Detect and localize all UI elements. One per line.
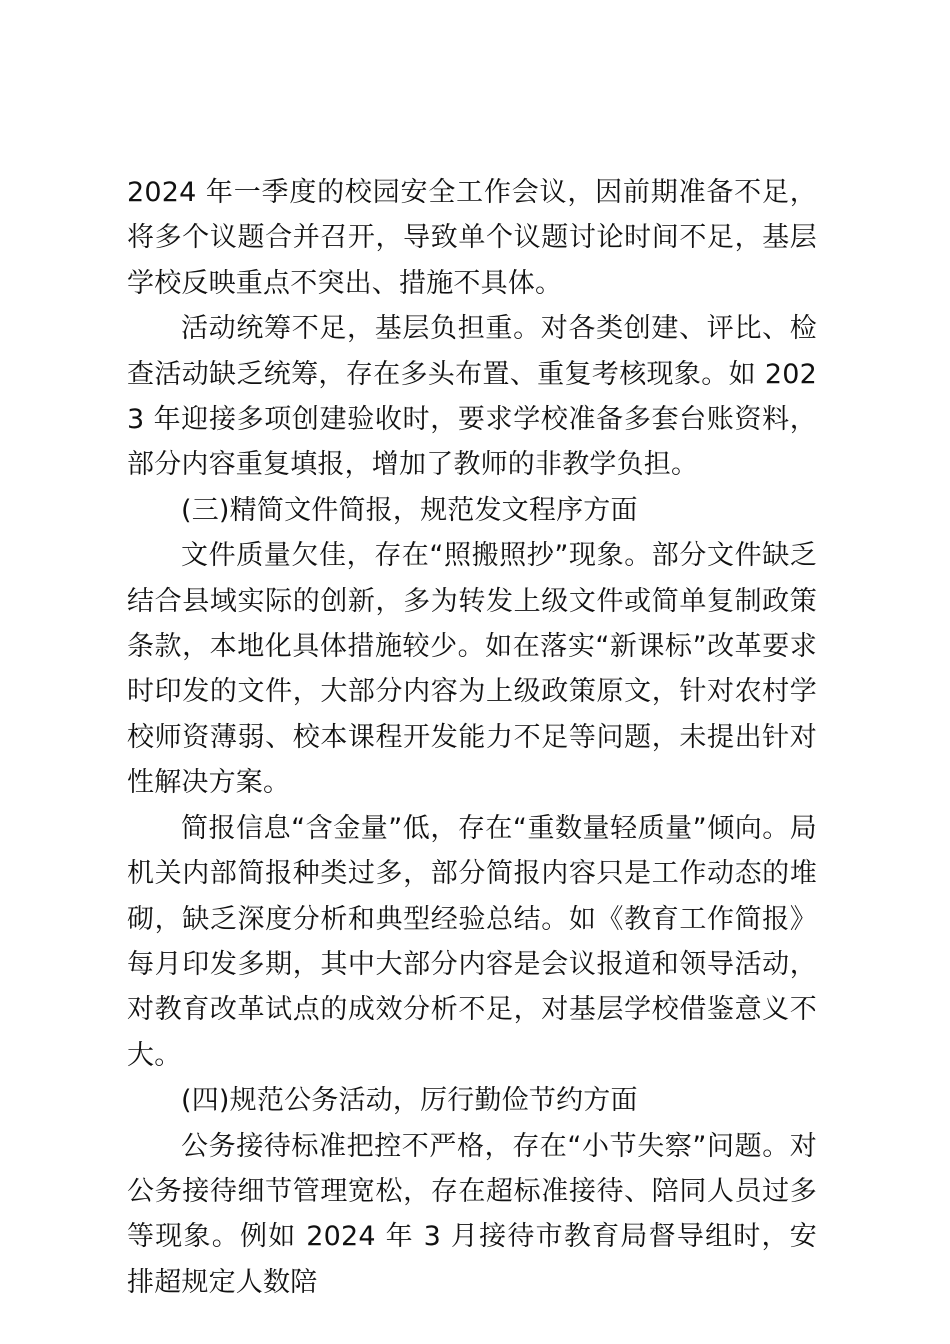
paragraph-2: 活动统筹不足，基层负担重。对各类创建、评比、检查活动缺乏统筹，存在多头布置、重复考核现象。如 2023 年迎接多项创建验收时，要求学校准备多套台账资料，部分内容重复填报，增加了教师的非教学负担。: [127, 313, 817, 481]
paragraph-7: 公务接待标准把控不严格，存在“小节失察”问题。对公务接待细节管理宽松，存在超标准接待、陪同人员过多等现象。例如 2024 年 3 月接待市教育局督导组时，安排超规定人数陪: [127, 1130, 817, 1298]
paragraph-4: 文件质量欠佳，存在“照搬照抄”现象。部分文件缺乏结合县域实际的创新，多为转发上级文件或简单复制政策条款，本地化具体措施较少。如在落实“新课标”改革要求时印发的文件，大部分内容为上级政策原文，针对农村学校师资薄弱、校本课程开发能力不足等问题，未提出针对性解决方案。: [127, 540, 817, 799]
paragraph-1: 2024 年一季度的校园安全工作会议，因前期准备不足，将多个议题合并召开，导致单个议题讨论时间不足，基层学校反映重点不突出、措施不具体。: [127, 177, 817, 299]
paragraph-5: 简报信息“含金量”低，存在“重数量轻质量”倾向。局机关内部简报种类过多，部分简报内容只是工作动态的堆砌，缺乏深度分析和典型经验总结。如《教育工作简报》每月印发多期，其中大部分内容是会议报道和领导活动，对教育改革试点的成效分析不足，对基层学校借鉴意义不大。: [127, 812, 817, 1071]
section-heading-4: (四)规范公务活动，厉行勤俭节约方面: [181, 1085, 638, 1117]
section-heading-3: (三)精简文件简报，规范发文程序方面: [181, 494, 638, 526]
document-body: [127, 170, 817, 1305]
